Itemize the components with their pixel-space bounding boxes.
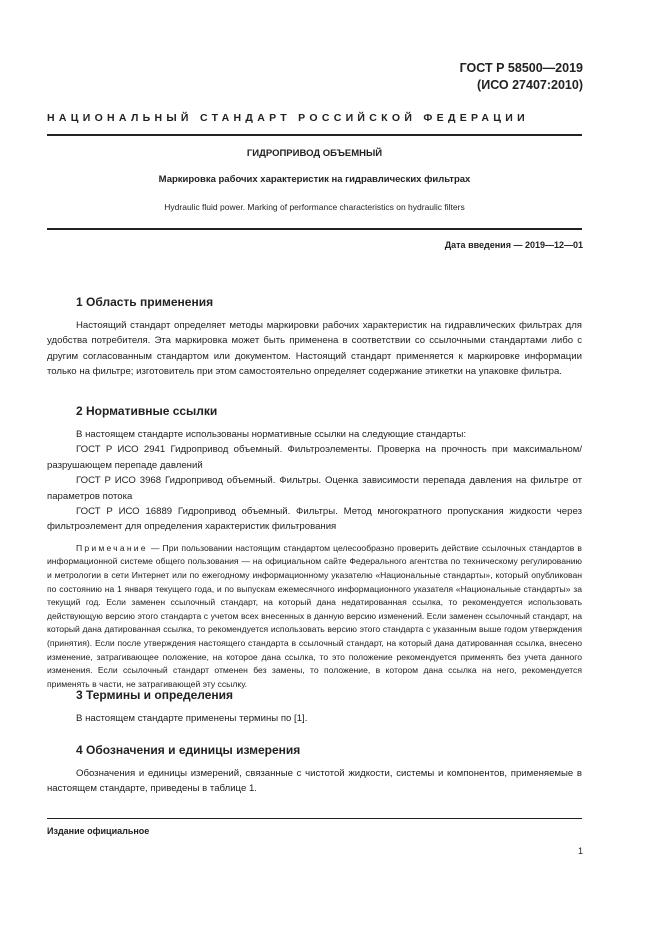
header-divider xyxy=(47,134,582,136)
document-code-block xyxy=(460,60,583,94)
section-symbols-units xyxy=(47,743,582,797)
footer-divider xyxy=(47,818,582,819)
reference-item: ГОСТ Р ИСО 3968 Гидропривод объемный. Фильтры. Оценка зависимости перепада давления на фильтре от параметров потока xyxy=(47,475,582,502)
standard-code: ГОСТ Р 58500—2019 xyxy=(459,61,583,75)
introduction-date: Дата введения — 2019—12—01 xyxy=(444,240,583,250)
iso-code: (ИСО 27407:2010) xyxy=(477,78,583,92)
section-paragraph: В настоящем стандарте применены термины по [1]. xyxy=(76,713,308,724)
official-edition-label: Издание официальное xyxy=(47,826,150,836)
note-text: — При пользовании настоящим стандартом целесообразно проверить действие ссылочных стандартов в информационной системе общего пользования — на официальном сайте Федерального агентства по техническому регулированию и метрологии в сети Интернет или по ежегодному информационному указателю «Национальные стандарты», который опубликован по состоянию на 1 января текущего года, и по выпускам ежемесячного информационного указателя «Национальные стандарты» за текущий год. Если заменен ссылочный стандарт, на который дана недатированная ссылка, то рекомендуется использовать действующую версию этого стандарта с учетом всех внесенных в данную версию изменений. Если заменен ссылочный стандарт, на который дана датированная ссылка, то рекомендуется использовать версию этого стандарта с указанным выше годом утверждения (принятия). Если после утверждения настоящего стандарта в ссылочный стандарт, на который дана датированная ссылка, внесено изменение, затрагивающее положение, на которое дана ссылка, то это положение рекомендуется применять без учета данного изменения. Если ссылочный стандарт отменен без замены, то положение, в котором дана ссылка на него, рекомендуется применять в части, не затрагивающей эту ссылку. xyxy=(47,542,582,689)
section-heading: 4 Обозначения и единицы измерения xyxy=(76,743,301,757)
document-english-title: Hydraulic fluid power. Marking of performance characteristics on hydraulic filters xyxy=(164,202,465,212)
document-subtitle: Маркировка рабочих характеристик на гидравлических фильтрах xyxy=(158,174,471,185)
section-paragraph: Настоящий стандарт определяет методы маркировки рабочих характеристик на гидравлических фильтрах для удобства потребителя. Эта маркировка может быть применена в соответствии со ссылочными стандартами либо с другим согласованным стандартом или документом. Настоящий стандарт применяется к маркировке информации только на фильтре; изготовитель при этом самостоятельно определяет содержание этикетки на упаковке фильтра. xyxy=(47,320,582,378)
section-heading: 1 Область применения xyxy=(76,295,214,309)
note-block xyxy=(47,542,582,692)
document-main-title: ГИДРОПРИВОД ОБЪЕМНЫЙ xyxy=(246,148,383,159)
section-paragraph: Обозначения и единицы измерений, связанные с чистотой жидкости, системы и компонентов, применяемые в настоящем стандарте, приведены в таблице 1. xyxy=(47,768,582,795)
title-divider xyxy=(47,228,582,230)
note-label: Примечание xyxy=(76,542,148,553)
section-terms xyxy=(47,688,582,726)
standard-type-title: НАЦИОНАЛЬНЫЙ СТАНДАРТ РОССИЙСКОЙ ФЕДЕРАЦИИ xyxy=(47,112,529,124)
section-paragraph: В настоящем стандарте использованы нормативные ссылки на следующие стандарты: xyxy=(76,429,467,440)
reference-item: ГОСТ Р ИСО 2941 Гидропривод объемный. Фильтроэлементы. Проверка на прочность при максимальном/разрушающем перепаде давлений xyxy=(47,444,582,471)
reference-item: ГОСТ Р ИСО 16889 Гидропривод объемный. Фильтры. Метод многократного пропускания жидкости через фильтроэлемент для определения характеристик фильтрования xyxy=(47,506,582,533)
page-number: 1 xyxy=(577,846,583,856)
section-heading: 3 Термины и определения xyxy=(76,688,234,702)
section-heading: 2 Нормативные ссылки xyxy=(76,404,218,418)
section-normative-references xyxy=(47,404,582,691)
section-scope xyxy=(47,295,582,380)
